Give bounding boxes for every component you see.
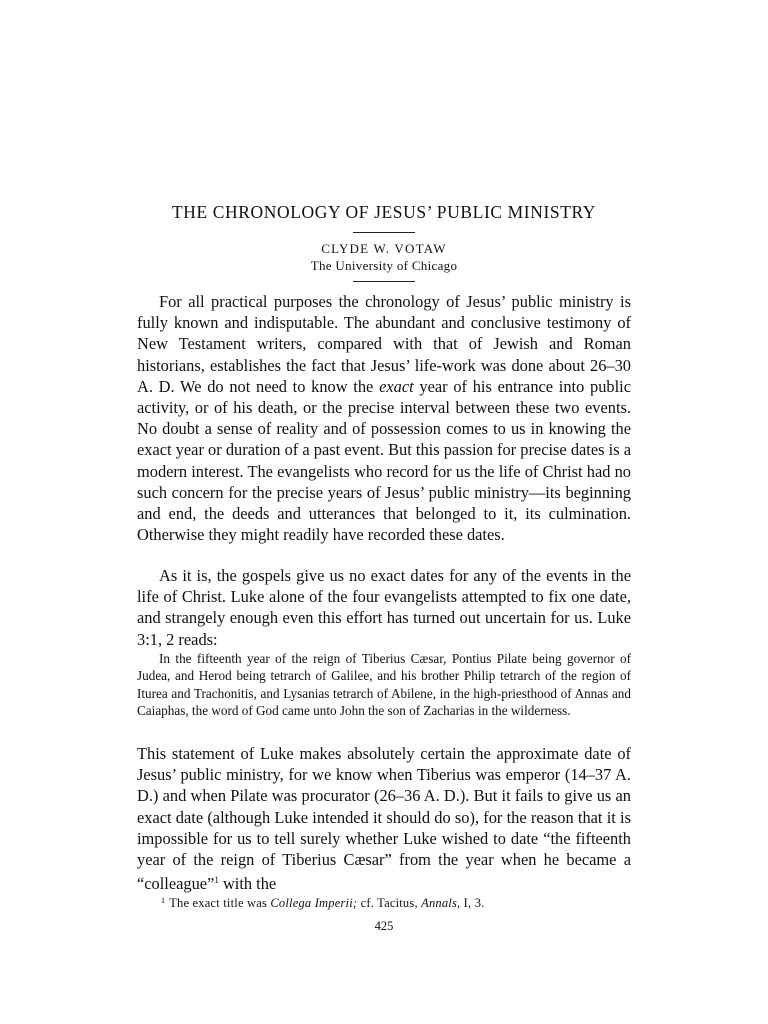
paragraph-2-text: As it is, the gospels give us no exact dates for any of the events in the life of Christ. Luke alone of the four evangelists attempted to fix one date, and strangely enough even this effort has turned out uncertain for us. Luke 3:1, 2 reads: (137, 566, 631, 649)
author-name: CLYDE W. VOTAW (321, 241, 447, 256)
paragraph-3-text-b: with the (218, 874, 277, 894)
paragraph-1-text-b: year of his entrance into public activity, or of his death, or the precise interval between these two events. No doubt a sense of reality and of possession comes to us in knowing the exact year or duration of a past event. But this passion for precise dates is a modern interest. The evangelists who record for us the life of Christ had no such concern for the precise years of Jesus’ public ministry—its beginning and end, the deeds and utterances that belonged to it, its culmination. Otherwise they might readily have recorded these dates. (137, 376, 632, 545)
page-number: 425 (374, 919, 394, 933)
paragraph-1 (137, 291, 631, 545)
footnote-text-a: The exact title was (169, 896, 271, 910)
author-divider (353, 281, 415, 282)
article-title: THE CHRONOLOGY OF JESUS’ PUBLIC MINISTRY (171, 202, 597, 222)
footnote-reference: 1 (214, 875, 219, 886)
footnote-emphasis-1: Collega Imperii; (270, 896, 358, 910)
footnote-text-b: cf. Tacitus, (357, 896, 422, 910)
title-divider (353, 232, 415, 233)
paragraph-3-text-a: This statement of Luke makes absolutely certain the approximate date of Jesus’ public ministry, for we know when Tiberius was emperor (14–37 A. D.) and when Pilate was procurator (26–36 A. D.). But it fails to give us an exact date (although Luke intended it should do so), for the reason that it is impossible for us to tell surely whether Luke wished to date “the fifteenth year of the reign of Tiberius Cæsar” from the year when he became a “colleague” (137, 744, 631, 894)
paragraph-3 (137, 743, 631, 894)
author-affiliation: The University of Chicago (310, 258, 458, 273)
footnote-marker: 1 (161, 896, 166, 905)
footnote (161, 893, 631, 911)
footnote-text-c: I, 3. (460, 896, 485, 910)
paragraph-1-emphasis: exact (379, 376, 414, 396)
paragraph-2 (137, 565, 631, 650)
block-quote: In the fifteenth year of the reign of Tiberius Cæsar, Pontius Pilate being governor of Judea, and Herod being tetrarch of Galilee, and his brother Philip tetrarch of the region of Iturea and Trachonitis, and Lysanias tetrarch of Abilene, in the high-priesthood of Annas and Caiaphas, the word of God came unto John the son of Zacharias in the wilderness. (137, 651, 631, 719)
footnote-emphasis-2: Annals, (421, 896, 461, 910)
paragraph-1-text-a: For all practical purposes the chronology of Jesus’ public ministry is fully known and indisputable. The abundant and conclusive testimony of New Testament writers, compared with that of Jewish and Roman historians, establishes the fact that Jesus’ life-work was done about 26–30 A. D. We do not need to know the (137, 292, 631, 396)
